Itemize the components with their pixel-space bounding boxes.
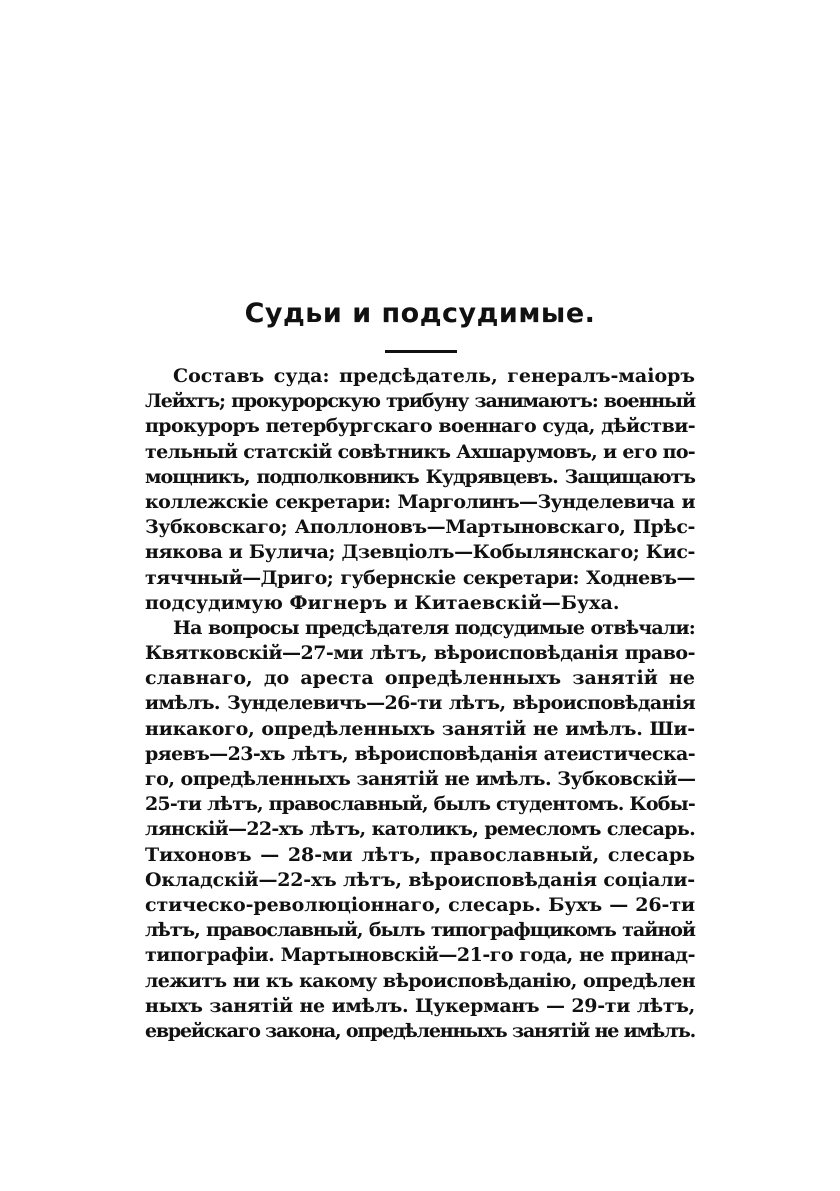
text-line: някова и Булича; Дзевціолъ—Кобылянскаго; Кис- bbox=[145, 541, 695, 564]
text-line: славнаго, до ареста опредѣленныхъ занятій не bbox=[145, 667, 695, 690]
text-line: тельный статскій совѣтникъ Ахшарумовъ, и его по- bbox=[145, 440, 695, 463]
text-line: тяччный—Дриго; губернскіе секретари: Ходневъ— bbox=[145, 566, 695, 589]
text-line: мощникъ, подполковникъ Кудрявцевъ. Защищаютъ bbox=[145, 465, 695, 488]
text-line: коллежскіе секретари: Марголинъ—Зунделевича и bbox=[145, 490, 695, 513]
text-line: прокуроръ петербургскаго военнаго суда, дѣйстви- bbox=[145, 415, 695, 438]
text-line: лѣтъ, православный, былъ типографщикомъ тайной bbox=[145, 919, 695, 942]
heading-rule bbox=[385, 350, 457, 353]
text-line: имѣлъ. Зунделевичъ—26-ти лѣтъ, вѣроисповѣданія bbox=[145, 692, 695, 715]
text-line: 25-ти лѣтъ, православный, былъ студентомъ. Кобы- bbox=[145, 793, 695, 816]
text-line: го, опредѣленныхъ занятій не имѣлъ. Зубковскій— bbox=[145, 768, 696, 790]
text-line: На вопросы предсѣдателя подсудимые отвѣчали: bbox=[173, 616, 695, 639]
text-line: Зубковскаго; Аполлоновъ—Мартыновскаго, Прѣс- bbox=[145, 516, 695, 539]
text-line: Тихоновъ — 28-ми лѣтъ, православный, слесарь bbox=[145, 843, 695, 866]
chapter-heading: Судьи и подсудимые. bbox=[244, 298, 596, 329]
body-text bbox=[145, 364, 695, 1044]
text-line: Квятковскій—27-ми лѣтъ, вѣроисповѣданія право- bbox=[145, 642, 695, 665]
text-line: Окладскій—22-хъ лѣтъ, вѣроисповѣданія соціали- bbox=[145, 868, 695, 891]
text-line: ряевъ—23-хъ лѣтъ, вѣроисповѣданія атеистическа- bbox=[145, 742, 695, 765]
text-line: никакого, опредѣленныхъ занятій не имѣлъ. Ши- bbox=[145, 717, 695, 740]
text-line: еврейскаго закона, опредѣленныхъ занятій не имѣлъ. bbox=[145, 1019, 695, 1042]
text-line: лянскій—22-хъ лѣтъ, католикъ, ремесломъ слесарь. bbox=[145, 818, 695, 841]
text-line: лежитъ ни къ какому вѣроисповѣданію, опредѣлен bbox=[145, 969, 695, 992]
text-line: Лейхтъ; прокурорскую трибуну занимаютъ: военный bbox=[145, 390, 695, 413]
text-line: подсудимую Фигнеръ и Китаевскій—Буха. bbox=[145, 591, 620, 614]
text-line: ныхъ занятій не имѣлъ. Цукерманъ — 29-ти лѣтъ, bbox=[145, 994, 695, 1017]
text-line: Составъ суда: предсѣдатель, генералъ-маіоръ bbox=[173, 365, 695, 387]
text-line: стическо-революціоннаго, слесарь. Бухъ — 26-ти bbox=[145, 893, 695, 916]
text-line: типографіи. Мартыновскій—21-го года, не принад- bbox=[145, 944, 695, 967]
